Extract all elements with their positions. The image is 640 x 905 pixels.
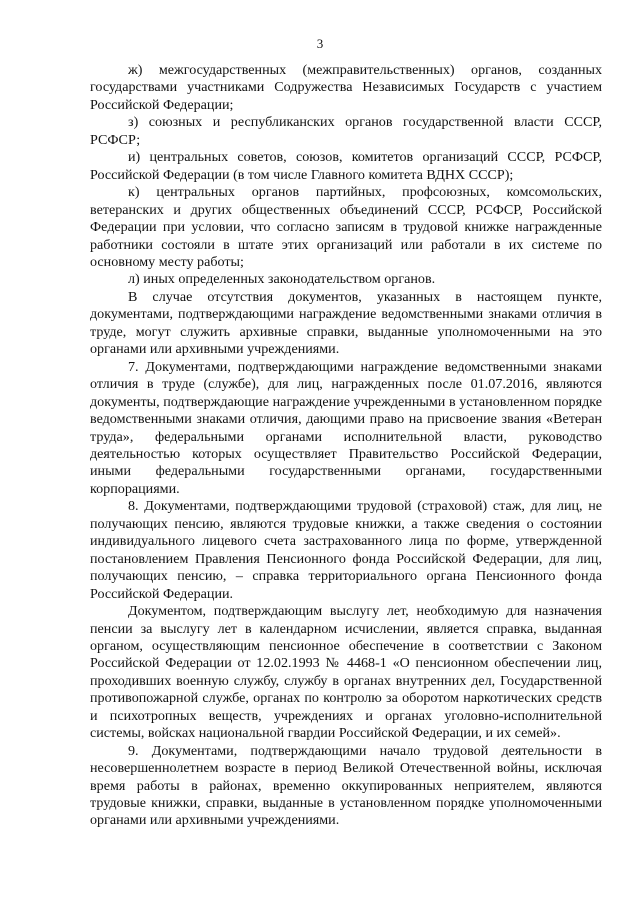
paragraph-clause-9: 9. Документами, подтверждающими начало трудовой деятельности в несовершеннолетнем возрасте в период Великой Отечественной войны, исключая время работы в районах, временно оккупированных неприятелем, являются трудовые книжки, справки, выданные в установленном порядке уполномоченными органами или архивными учреждениями. — [90, 742, 602, 829]
paragraph-item-k: к) центральных органов партийных, профсоюзных, комсомольских, ветеранских и других общественных объединений СССР, РСФСР, Российской Федерации при условии, что согласно записям в трудовой книжке награжденные работники состояли в штате этих организаций или работали в их системе по основному месту работы; — [90, 184, 602, 270]
paragraph-item-l: л) иных определенных законодательством органов. — [128, 271, 436, 288]
paragraph-item-i: и) центральных советов, союзов, комитетов организаций СССР, РСФСР, Российской Федерации (в том числе Главного комитета ВДНХ СССР); — [90, 149, 602, 183]
paragraph-clause-7: 7. Документами, подтверждающими награждение ведомственными знаками отличия в труде (службе), для лиц, награжденных после 01.07.2016, являются документы, подтверждающие награждение учрежденными в установленном порядке ведомственными знаками отличия, дающими право на присвоение звания «Ветеран труда», федеральными органами исполнительной власти, руководство деятельностью которых осуществляет Правительство Российской Федерации, иными федеральными государственными органами, государственными корпорациями. — [90, 358, 602, 497]
page-number: 3 — [316, 36, 324, 51]
paragraph-clause-8: 8. Документами, подтверждающими трудовой (страховой) стаж, для лиц, не получающих пенсию, являются трудовые книжки, а также сведения о состоянии индивидуального лицевого счета застрахованного лица по форме, утвержденной постановлением Правления Пенсионного фонда Российской Федерации, для лиц, получающих пенсию, – справка территориального органа Пенсионного фонда Российской Федерации. — [90, 498, 602, 602]
document-body — [90, 62, 602, 830]
paragraph-missing-documents: В случае отсутствия документов, указанных в настоящем пункте, документами, подтверждающими награждение ведомственными знаками отличия в труде, могут служить архивные справки, выданные уполномоченными на это органами или архивными учреждениями. — [90, 288, 602, 358]
paragraph-item-zh: ж) межгосударственных (межправительственных) органов, созданных государствами участниками Содружества Независимых Государств с участием Российской Федерации; — [90, 62, 602, 113]
paragraph-service-length: Документом, подтверждающим выслугу лет, необходимую для назначения пенсии за выслугу лет в календарном исчислении, является справка, выданная органом, осуществляющим пенсионное обеспечение в соответствии с Законом Российской Федерации от 12.02.1993 № 4468-1 «О пенсионном обеспечении лиц, проходивших военную службу, службу в органах внутренних дел, Государственной противопожарной службе, органах по контролю за оборотом наркотических средств и психотропных веществ, учреждениях и органах уголовно-исполнительной системы, войсках национальной гвардии Российской Федерации, и их семей». — [90, 603, 602, 742]
paragraph-item-z: з) союзных и республиканских органов государственной власти СССР, РСФСР; — [90, 114, 602, 148]
